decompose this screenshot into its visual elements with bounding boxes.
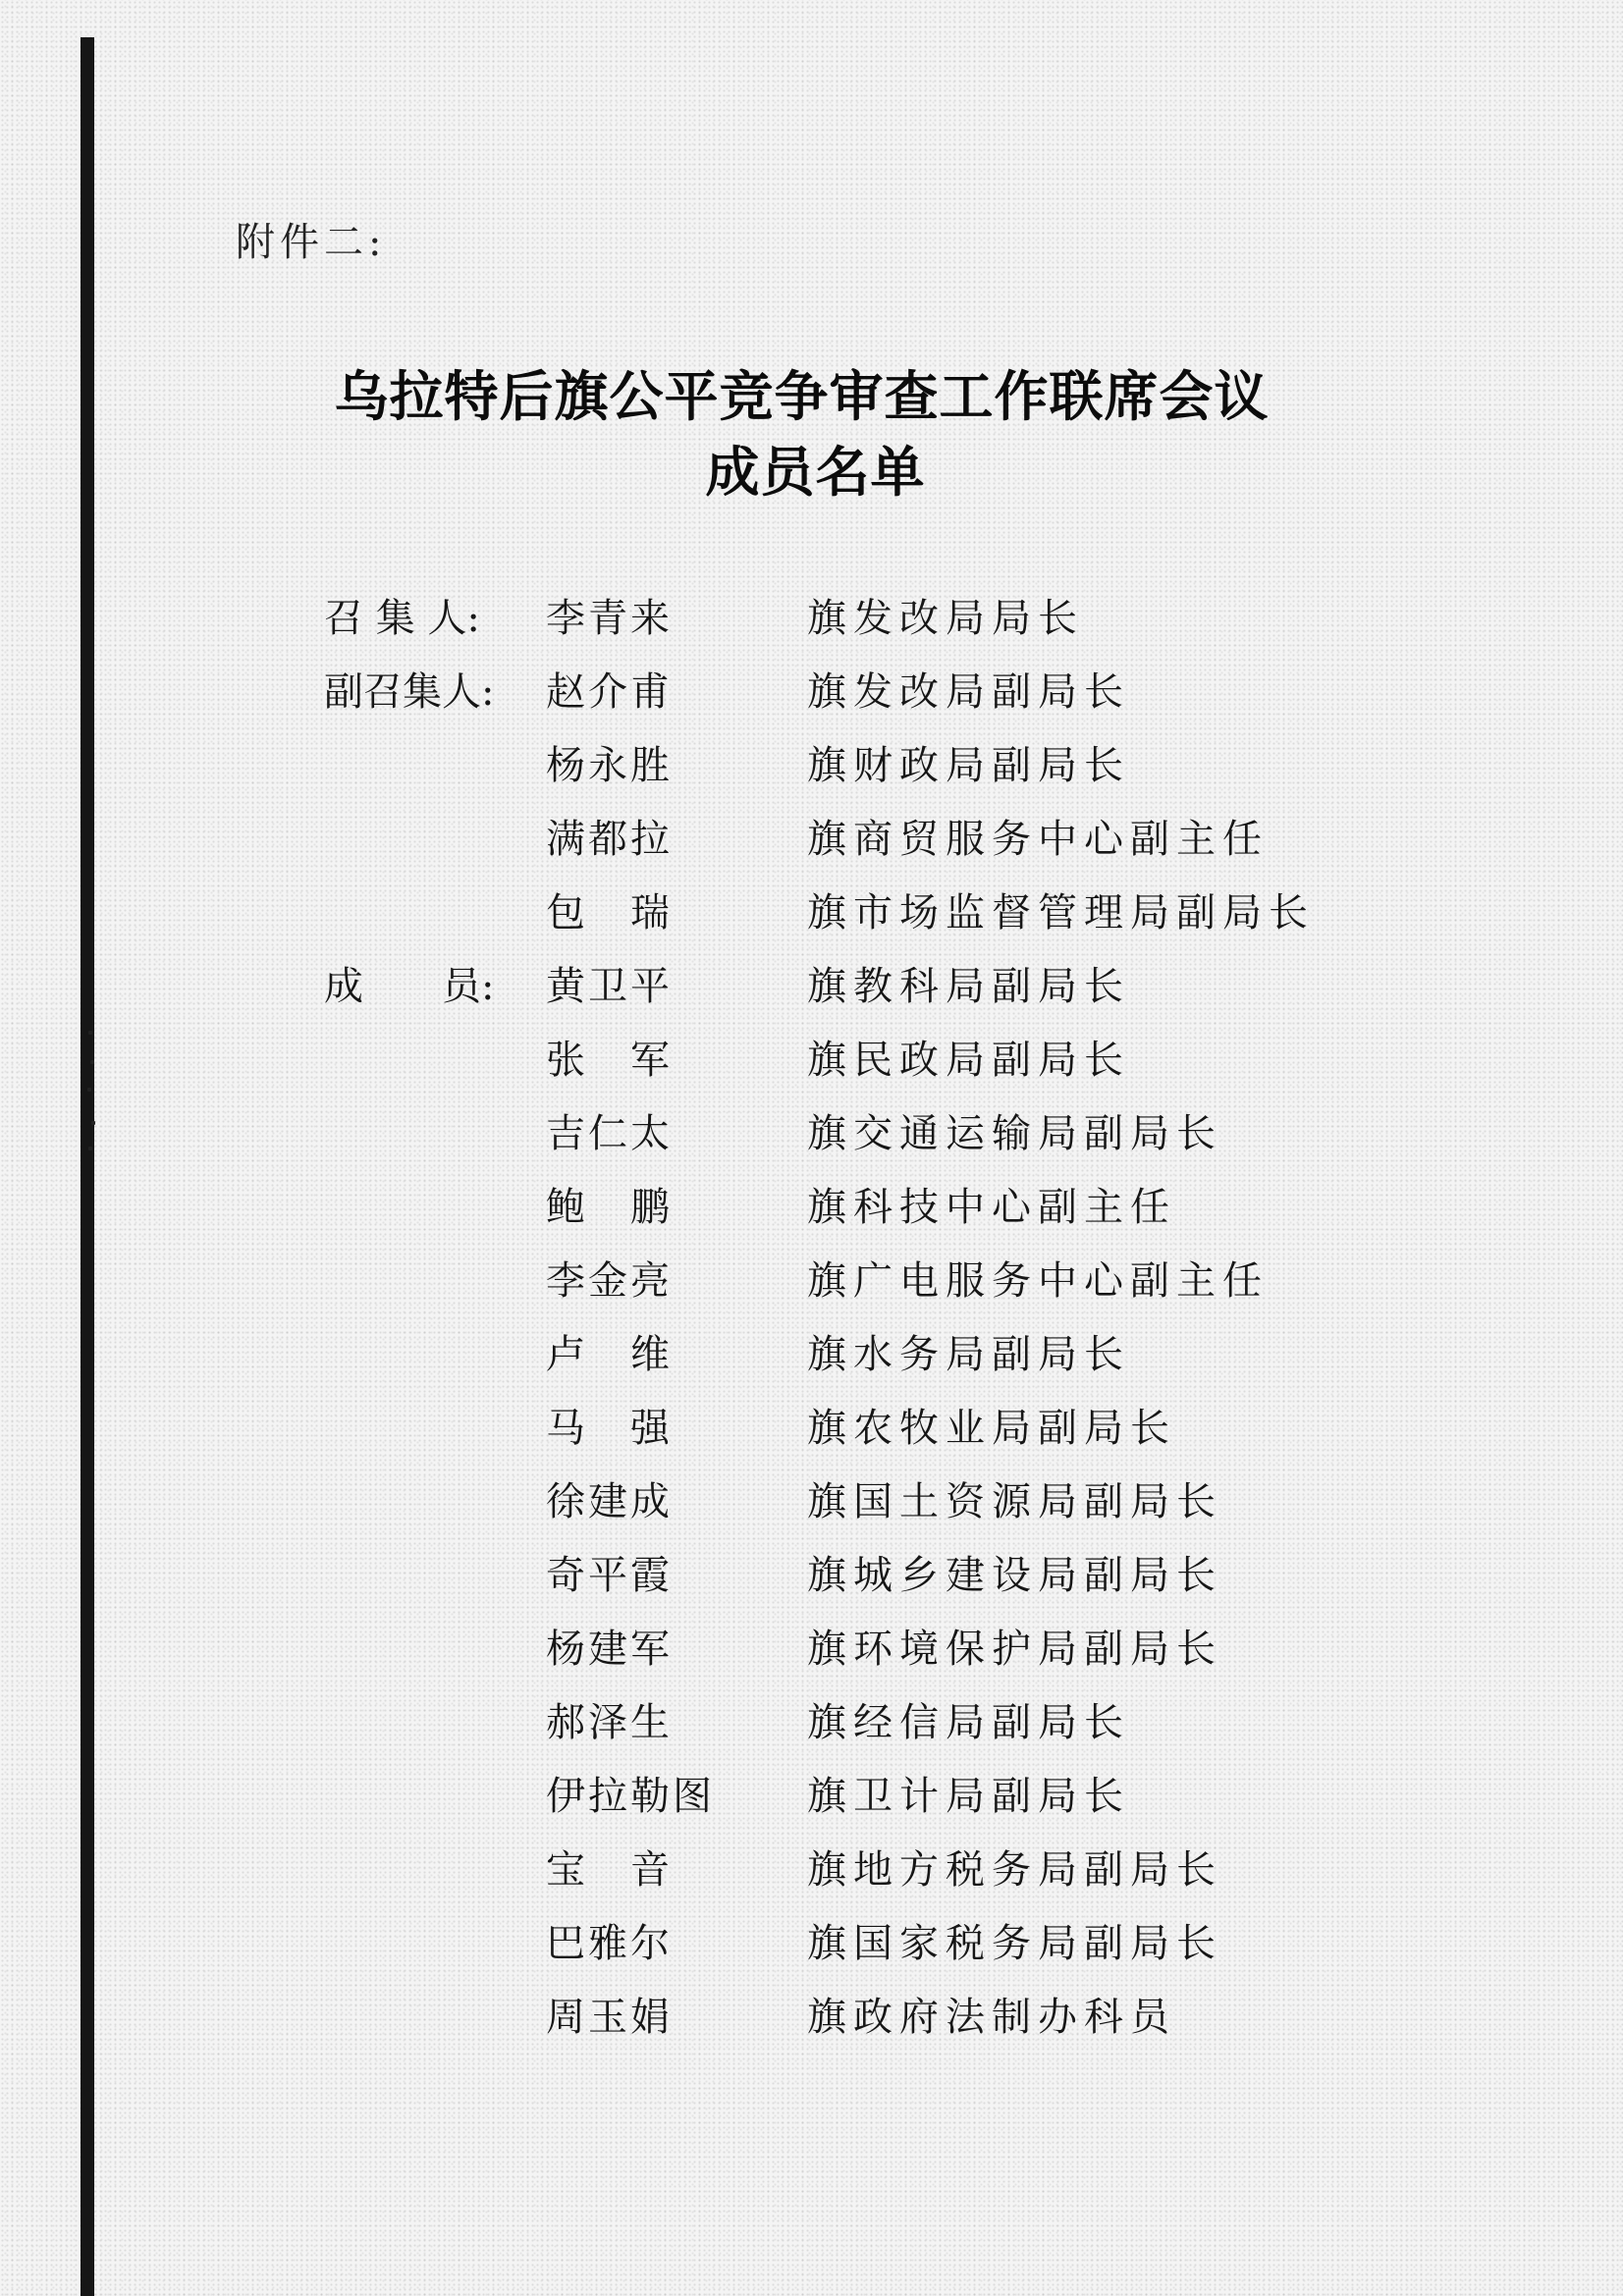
- roster-member-name: 杨建军: [546, 1627, 673, 1672]
- roster-row: [0, 726, 1623, 800]
- roster-member-position: 旗政府法制办科员: [807, 1995, 1176, 2040]
- roster-row: [0, 1095, 1623, 1168]
- roster-role: 成 员:: [324, 964, 495, 1009]
- member-roster: [0, 579, 1623, 2052]
- attachment-label: 附件二:: [236, 220, 387, 265]
- roster-member-position: 旗财政局副局长: [807, 743, 1130, 788]
- roster-row: [0, 1904, 1623, 1978]
- roster-member-name: 吉仁太: [546, 1111, 673, 1156]
- roster-member-name: 张 军: [546, 1038, 673, 1083]
- roster-row: [0, 874, 1623, 947]
- roster-role: 召 集 人:: [324, 596, 480, 641]
- roster-member-name: 卢 维: [546, 1332, 673, 1377]
- roster-member-position: 旗交通运输局副局长: [807, 1111, 1222, 1156]
- roster-member-name: 包 瑞: [546, 890, 673, 935]
- roster-member-position: 旗环境保护局副局长: [807, 1627, 1222, 1672]
- roster-member-position: 旗城乡建设局副局长: [807, 1553, 1222, 1598]
- roster-member-name: 赵介甫: [546, 669, 673, 715]
- roster-member-name: 黄卫平: [546, 964, 673, 1009]
- roster-member-position: 旗商贸服务中心副主任: [807, 817, 1269, 862]
- roster-member-name: 奇平霞: [546, 1553, 673, 1598]
- roster-row: [0, 1021, 1623, 1095]
- roster-row: [0, 1831, 1623, 1904]
- roster-row: [0, 579, 1623, 653]
- roster-row: [0, 1757, 1623, 1831]
- roster-member-name: 周玉娟: [546, 1995, 673, 2040]
- roster-row: [0, 1536, 1623, 1610]
- roster-row: [0, 1683, 1623, 1757]
- roster-row: [0, 1315, 1623, 1389]
- roster-member-name: 伊拉勒图: [546, 1774, 715, 1819]
- roster-member-position: 旗发改局副局长: [807, 669, 1130, 715]
- roster-member-name: 满都拉: [546, 817, 673, 862]
- roster-row: [0, 1242, 1623, 1315]
- roster-member-name: 李青来: [546, 596, 673, 641]
- roster-member-position: 旗地方税务局副局长: [807, 1847, 1222, 1893]
- roster-member-position: 旗卫计局副局长: [807, 1774, 1130, 1819]
- roster-row: [0, 947, 1623, 1021]
- roster-member-position: 旗国土资源局副局长: [807, 1479, 1222, 1524]
- roster-member-position: 旗发改局局长: [807, 596, 1084, 641]
- roster-member-name: 鲍 鹏: [546, 1185, 673, 1230]
- document-title: 乌拉特后旗公平竞争审查工作联席会议: [334, 364, 1270, 428]
- roster-member-name: 马 强: [546, 1406, 673, 1451]
- roster-member-position: 旗广电服务中心副主任: [807, 1258, 1269, 1304]
- roster-row: [0, 1610, 1623, 1683]
- roster-member-position: 旗民政局副局长: [807, 1038, 1130, 1083]
- roster-member-name: 杨永胜: [546, 743, 673, 788]
- roster-row: [0, 800, 1623, 874]
- roster-member-name: 郝泽生: [546, 1700, 673, 1745]
- roster-row: [0, 1168, 1623, 1242]
- roster-member-position: 旗国家税务局副局长: [807, 1921, 1222, 1966]
- roster-member-position: 旗科技中心副主任: [807, 1185, 1176, 1230]
- roster-role: 副召集人:: [324, 669, 495, 715]
- roster-member-name: 巴雅尔: [546, 1921, 673, 1966]
- roster-member-position: 旗教科局副局长: [807, 964, 1130, 1009]
- roster-member-name: 宝 音: [546, 1847, 673, 1893]
- document-subtitle: 成员名单: [705, 440, 926, 504]
- roster-member-position: 旗农牧业局副局长: [807, 1406, 1176, 1451]
- roster-row: [0, 1389, 1623, 1463]
- roster-member-position: 旗经信局副局长: [807, 1700, 1130, 1745]
- roster-row: [0, 653, 1623, 726]
- roster-member-position: 旗水务局副局长: [807, 1332, 1130, 1377]
- roster-member-name: 李金亮: [546, 1258, 673, 1304]
- roster-member-name: 徐建成: [546, 1479, 673, 1524]
- roster-member-position: 旗市场监督管理局副局长: [807, 890, 1315, 935]
- roster-row: [0, 1978, 1623, 2052]
- roster-row: [0, 1463, 1623, 1536]
